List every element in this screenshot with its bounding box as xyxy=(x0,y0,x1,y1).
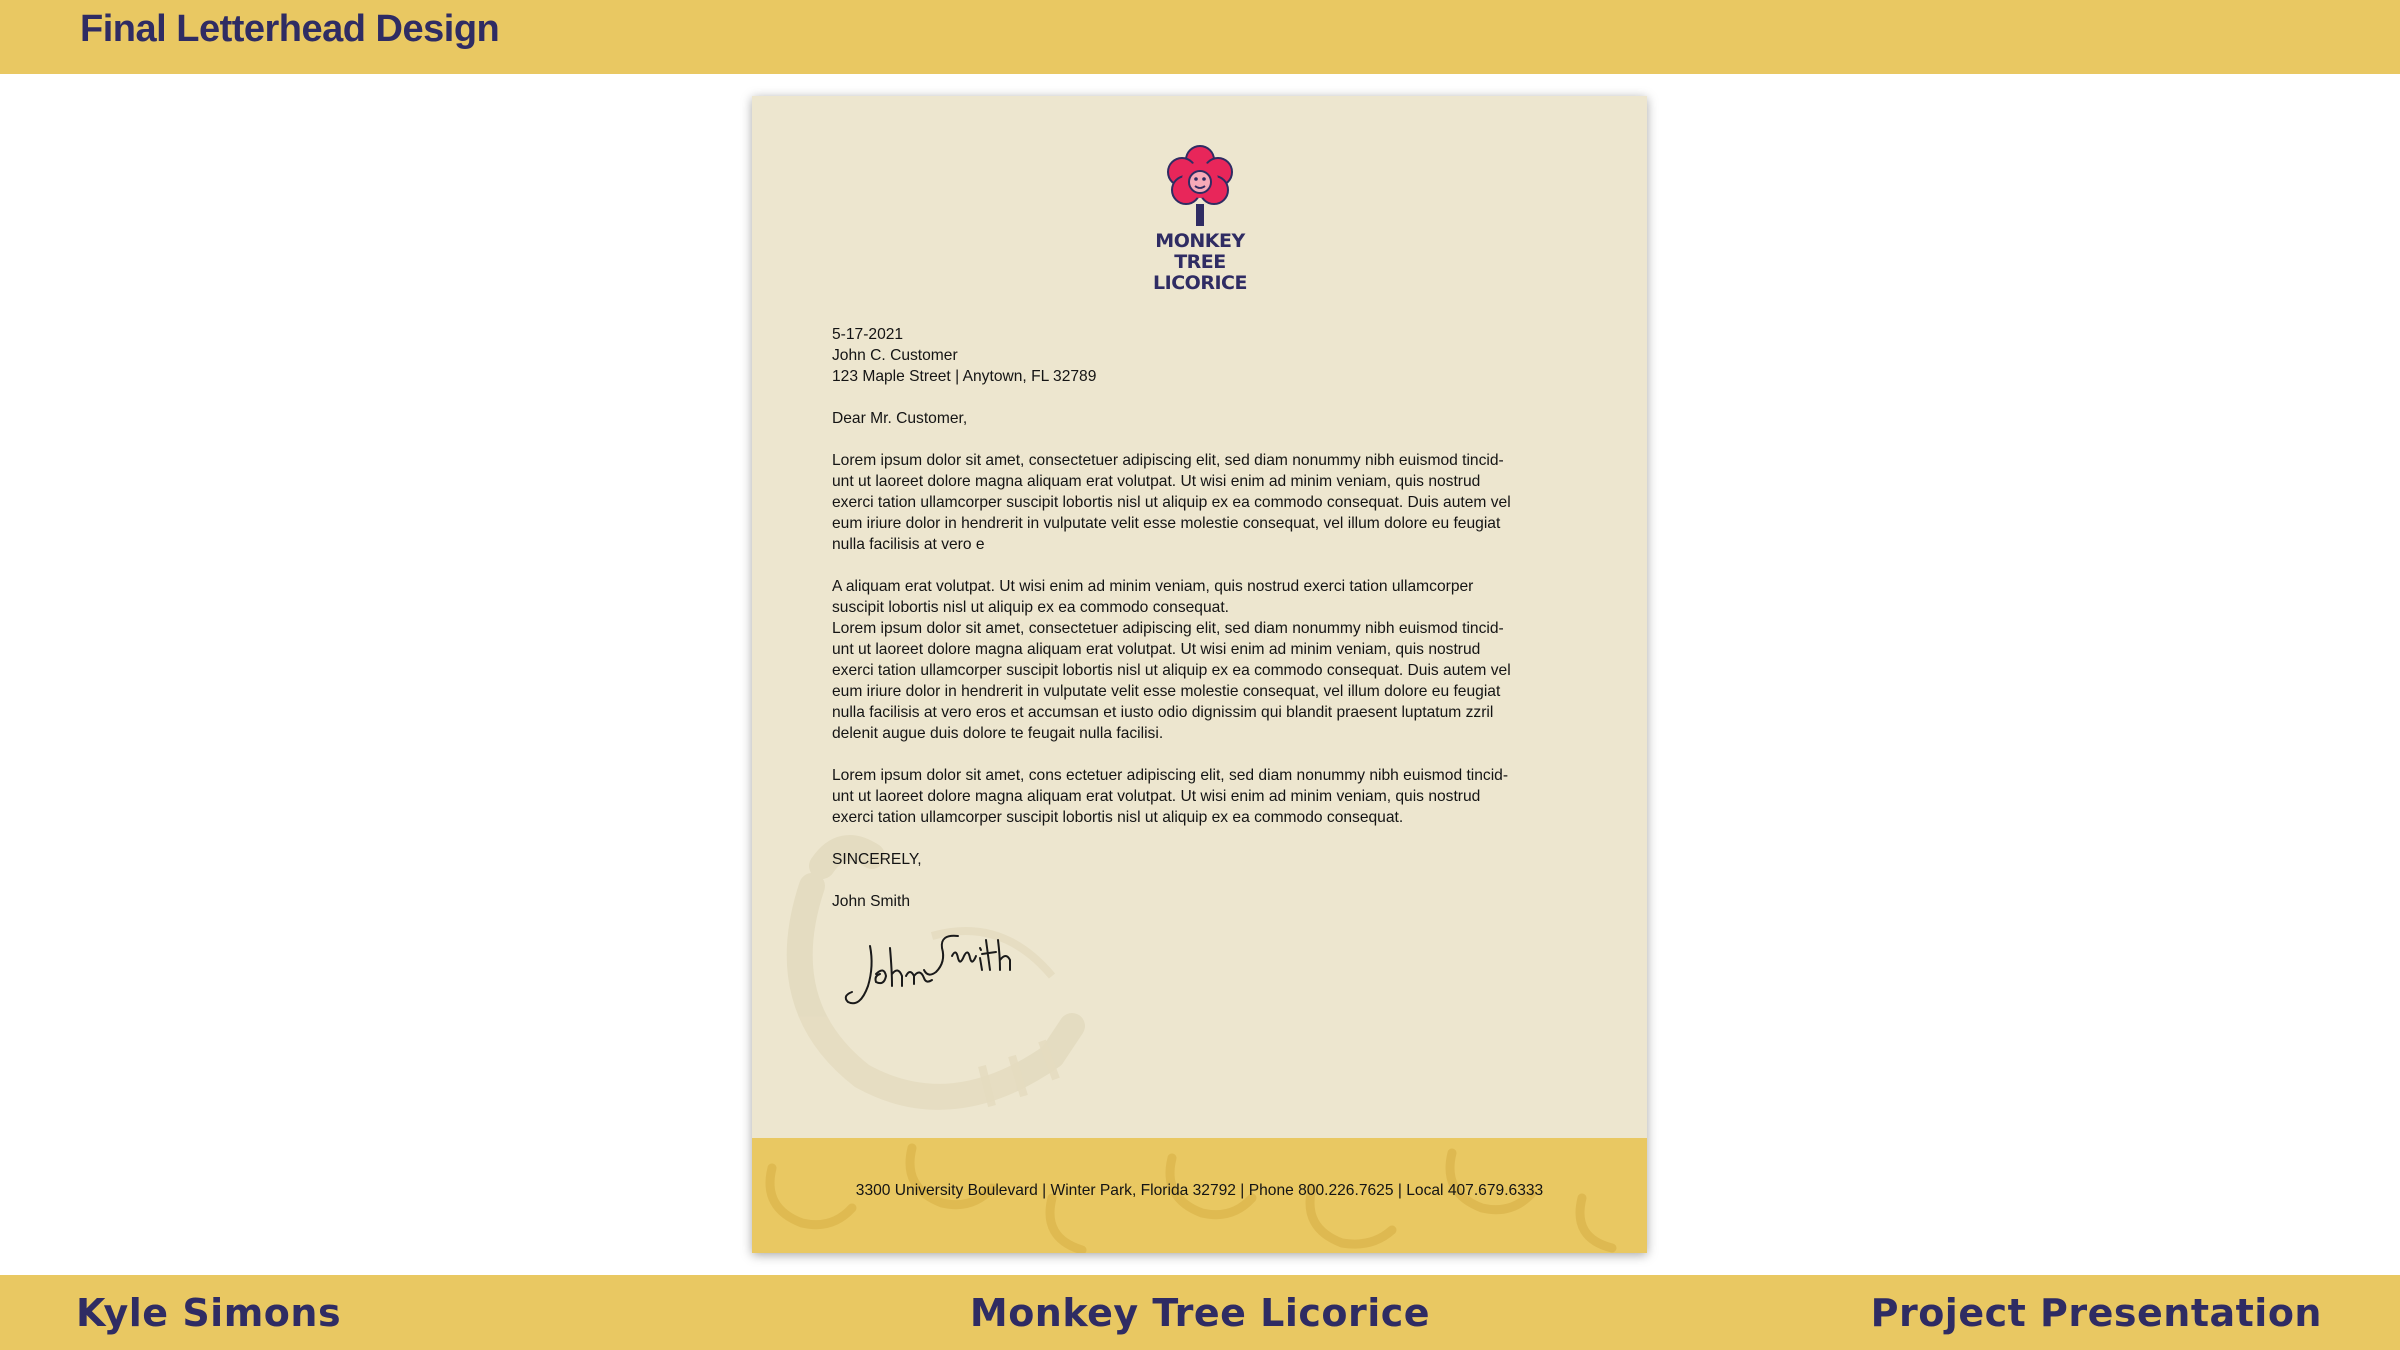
presenter-name: Kyle Simons xyxy=(76,1291,342,1335)
paragraph-line: nulla facilisis at vero e xyxy=(832,536,985,553)
paragraph-line: eum iriure dolor in hendrerit in vulputate velit esse molestie consequat, vel illum dolore eu feugiat xyxy=(832,683,1501,700)
paragraph-1 xyxy=(832,450,1572,555)
paragraph-line: Lorem ipsum dolor sit amet, consectetuer adipiscing elit, sed diam nonummy nibh euismod tincid- xyxy=(832,452,1504,469)
handwritten-signature xyxy=(840,926,1020,1016)
logo-line-1: MONKEY TREE xyxy=(1155,230,1245,273)
letter-body xyxy=(832,324,1572,912)
letterhead-page xyxy=(752,96,1647,1253)
top-banner xyxy=(0,0,2400,74)
presentation-label: Project Presentation xyxy=(1870,1291,2322,1335)
paragraph-line: exerci tation ullamcorper suscipit lobortis nisl ut aliquip ex ea commodo consequat. xyxy=(832,809,1404,826)
paragraph-line: eum iriure dolor in hendrerit in vulputate velit esse molestie consequat, vel illum dolore eu feugiat xyxy=(832,515,1501,532)
recipient-address: 123 Maple Street | Anytown, FL 32789 xyxy=(832,368,1097,385)
slide-title: Final Letterhead Design xyxy=(80,8,500,50)
paragraph-3 xyxy=(832,765,1572,828)
letter-footer-band xyxy=(752,1138,1647,1253)
paragraph-2 xyxy=(832,576,1572,744)
signer-name: John Smith xyxy=(832,893,911,910)
recipient-name: John C. Customer xyxy=(832,347,958,364)
paragraph-line: delenit augue duis dolore te feugait nulla facilisi. xyxy=(832,725,1164,742)
salutation: Dear Mr. Customer, xyxy=(832,410,968,427)
paragraph-line: exerci tation ullamcorper suscipit lobortis nisl ut aliquip ex ea commodo consequat. Duis autem vel xyxy=(832,662,1511,679)
paragraph-line: A aliquam erat volutpat. Ut wisi enim ad minim veniam, quis nostrud exerci tation ullamcorper xyxy=(832,578,1474,595)
paragraph-line: suscipit lobortis nisl ut aliquip ex ea commodo consequat. xyxy=(832,599,1229,616)
paragraph-line: unt ut laoreet dolore magna aliquam erat volutpat. Ut wisi enim ad minim veniam, quis nostrud xyxy=(832,788,1481,805)
letter-date: 5-17-2021 xyxy=(832,326,904,343)
logo-wordmark xyxy=(1130,231,1270,294)
logo-line-2: LICORICE xyxy=(1153,272,1247,294)
monkey-tree-icon xyxy=(1130,136,1270,231)
paragraph-line: unt ut laoreet dolore magna aliquam erat volutpat. Ut wisi enim ad minim veniam, quis nostrud xyxy=(832,641,1481,658)
closing: SINCERELY, xyxy=(832,851,922,868)
company-logo xyxy=(1130,136,1270,294)
bottom-banner xyxy=(0,1275,2400,1350)
paragraph-line: Lorem ipsum dolor sit amet, cons ectetuer adipiscing elit, sed diam nonummy nibh euismod tincid- xyxy=(832,767,1509,784)
footer-address: 3300 University Boulevard | Winter Park, Florida 32792 | Phone 800.226.7625 | Local 407.679.6333 xyxy=(855,1182,1544,1199)
paragraph-line: unt ut laoreet dolore magna aliquam erat volutpat. Ut wisi enim ad minim veniam, quis nostrud xyxy=(832,473,1481,490)
paragraph-line: exerci tation ullamcorper suscipit lobortis nisl ut aliquip ex ea commodo consequat. Duis autem vel xyxy=(832,494,1511,511)
paragraph-line: nulla facilisis at vero eros et accumsan et iusto odio dignissim qui blandit praesent luptatum zzril xyxy=(832,704,1494,721)
paragraph-line: Lorem ipsum dolor sit amet, consectetuer adipiscing elit, sed diam nonummy nibh euismod tincid- xyxy=(832,620,1504,637)
project-name: Monkey Tree Licorice xyxy=(969,1291,1431,1335)
